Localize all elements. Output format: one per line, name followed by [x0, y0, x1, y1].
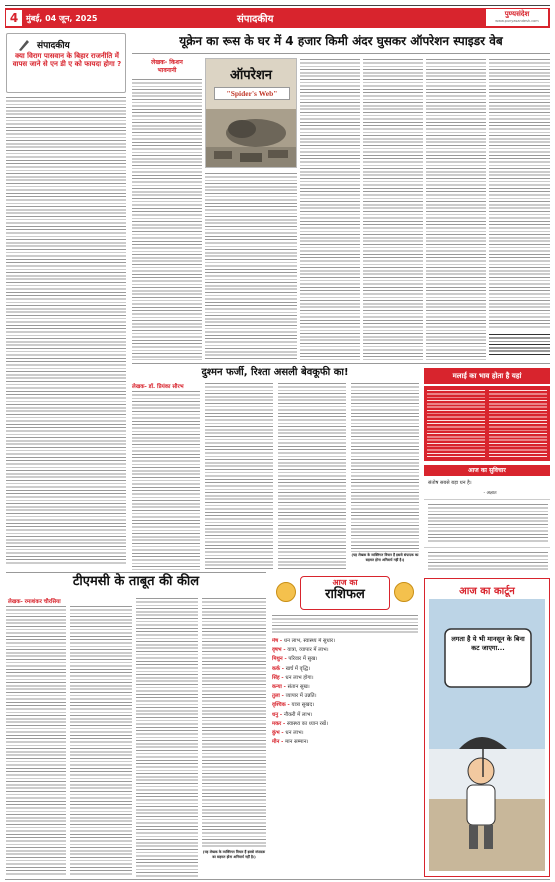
- cartoon-sign-text: लगता है ये भी मानसून के बिना कट जाएगा...: [451, 635, 525, 652]
- lead-col-5-text: [426, 58, 486, 360]
- rashifal-entry: [272, 675, 418, 682]
- rashifal-sign: कर्क -: [272, 665, 286, 672]
- cartoon-box: [424, 578, 550, 877]
- cartoon-title: आज का कार्टून: [459, 586, 515, 597]
- side-box-body: [424, 386, 550, 461]
- lead-col-1-text: [132, 78, 202, 360]
- rashifal-entry: [272, 638, 418, 645]
- rashifal-sign: वृषभ -: [272, 647, 288, 654]
- article3-col-3-text: [136, 597, 198, 877]
- rashifal-title-main: राशिफल: [325, 587, 365, 602]
- rashifal-text: यात्रा, व्यापार में लाभ।: [287, 647, 329, 654]
- lead-bottom-rule: [132, 363, 550, 364]
- rashifal-sign: तुला -: [272, 693, 286, 700]
- bottom-rule: [5, 879, 550, 880]
- suvichar-title: आज का सुविचार: [468, 467, 506, 474]
- byline-name: भावनानी: [157, 67, 177, 74]
- rashifal-entry: [272, 721, 418, 728]
- rashifal-entry: [272, 712, 418, 719]
- rashifal-sign: मकर -: [272, 720, 287, 727]
- lead-headline: यूक्रेन का रूस के घर में 4 हजार किमी अंदर घुसकर ऑपरेशन स्पाइडर वेब: [179, 34, 503, 48]
- sampadkiya-label: संपादकीय: [37, 41, 70, 51]
- byline-label: लेखक- किशन: [151, 59, 183, 66]
- suvichar-divider-2: [424, 547, 550, 548]
- sampadkiya-headline: क्या विराग पासवान के बिहार राजनीति में वापस जाने से एन डी ए को फायदा होगा ?: [12, 52, 122, 69]
- rashifal-entry: [272, 656, 418, 663]
- top-rule: [5, 5, 550, 6]
- article3-col-1-text: [6, 605, 66, 877]
- article3-headline: टीएमसी के ताबूत की कील: [72, 574, 200, 589]
- rashifal-sign: मेष -: [272, 638, 284, 644]
- article2-byline: लेखक- डॉ. प्रियंका सौरभ: [132, 384, 184, 390]
- rashifal-text: स्वास्थ्य का ध्यान रखें।: [286, 720, 328, 727]
- article2-col-4-text: [351, 382, 419, 552]
- pen-icon: [17, 37, 31, 51]
- rashifal-sign: वृश्चिक -: [272, 702, 292, 709]
- suvichar-text: संतोष सबसे बड़ा धन है।: [428, 480, 472, 486]
- rashifal-text: यात्रा सुखद।: [291, 702, 315, 709]
- rashifal-text: धन लाभ होगा।: [285, 674, 314, 681]
- page-number: 4: [6, 10, 22, 26]
- image-subtitle: "Spider's Web": [214, 87, 290, 100]
- zodiac-left-icon: [276, 582, 296, 602]
- lead-headline-underline: [132, 53, 550, 54]
- paper-name: पुण्यसंदेश: [504, 10, 530, 18]
- rashifal-entry: [272, 739, 418, 746]
- article3-quote: (यह लेखक के व्यक्तिगत विचार हैं इससे संपादक का सहमत होना अनिवार्य नहीं है।): [202, 850, 266, 859]
- lead-col-6-text: [489, 58, 550, 330]
- rashifal-entry: [272, 666, 418, 673]
- rashifal-sign: कन्या -: [272, 684, 288, 691]
- image-title: ऑपरेशन: [229, 68, 273, 83]
- header-date: मुंबई, 04 जून, 2025: [26, 14, 98, 23]
- suvichar-extra-text-2: [428, 551, 548, 571]
- rashifal-sign: मीन -: [272, 739, 286, 746]
- explosion-graphic: [206, 109, 297, 168]
- lead-byline: [132, 58, 202, 74]
- cartoon-image: [429, 599, 545, 871]
- article2-col-1-text: [132, 390, 200, 570]
- rashifal-sign: सिंह -: [272, 674, 286, 681]
- article2-headline: दुश्मन फर्जी, रिश्ता असली बेवकूफी का!: [201, 367, 349, 378]
- rashifal-text: संतान सुख।: [287, 684, 310, 691]
- rashifal-text: धन लाभ, स्वास्थ्य में सुधार।: [283, 638, 336, 644]
- rashifal-entry: [272, 647, 418, 654]
- paper-site: www.punyasandesh.com: [495, 19, 539, 23]
- rashifal-entry: [272, 693, 418, 700]
- rashifal-text: खर्च में वृद्धि।: [285, 665, 311, 672]
- suvichar-divider: [424, 499, 550, 500]
- article2-quote: (यह लेखक के व्यक्तिगत विचार हैं इससे संपादक का सहमत होना अनिवार्य नहीं है।): [351, 553, 419, 562]
- sampadkiya-body-text: [6, 96, 126, 566]
- rashifal-entry: [272, 702, 418, 709]
- operation-spider-web-image: [205, 58, 297, 168]
- rashifal-intro-text: [272, 614, 418, 634]
- article2-col-3-text: [278, 382, 346, 570]
- rashifal-title-box: [300, 576, 390, 610]
- lead-col-2-text: [205, 172, 297, 360]
- side-box-text-col2: [489, 389, 547, 458]
- lead-col-4-text: [363, 58, 423, 360]
- paper-name-box: [486, 9, 548, 26]
- rashifal-sign: धनु -: [272, 711, 284, 718]
- rashifal-text: मान सम्मान।: [285, 739, 309, 746]
- suvichar-extra-text: [428, 503, 548, 543]
- rashifal-text: व्यापार में उन्नति।: [285, 693, 317, 700]
- article2-col-2-text: [205, 382, 273, 570]
- rashifal-box: [270, 574, 420, 877]
- lead-col-3-text: [300, 58, 360, 360]
- rashifal-text: नौकरी में लाभ।: [283, 711, 313, 718]
- side-box-headline: मलाई का भाव होता है यहां: [452, 372, 522, 380]
- rashifal-entry: [272, 684, 418, 691]
- side-box-header: [424, 368, 550, 384]
- side-box-text-col1: [427, 389, 485, 458]
- suvichar-author: - अज्ञात: [483, 491, 497, 496]
- article3-byline: लेखक- रमाशंकर चौरसिया: [8, 599, 61, 605]
- rashifal-sign: मिथुन -: [272, 656, 289, 663]
- rashifal-sign: कुंभ -: [272, 730, 286, 737]
- article3-col-2-text: [70, 605, 132, 877]
- section-title: संपादकीय: [237, 14, 274, 25]
- rashifal-title-top: आज का: [332, 578, 358, 587]
- sampadkiya-box: [6, 33, 126, 93]
- article3-col-4-text: [202, 597, 266, 847]
- rashifal-list: [272, 638, 418, 874]
- article3-top-rule: [6, 572, 266, 573]
- rashifal-text: परिवार में सुख।: [288, 656, 318, 663]
- zodiac-right-icon: [394, 582, 414, 602]
- rashifal-entry: [272, 730, 418, 737]
- rashifal-text: धन लाभ।: [285, 730, 304, 737]
- lead-col-6-note: [489, 333, 550, 357]
- suvichar-header: [424, 465, 550, 476]
